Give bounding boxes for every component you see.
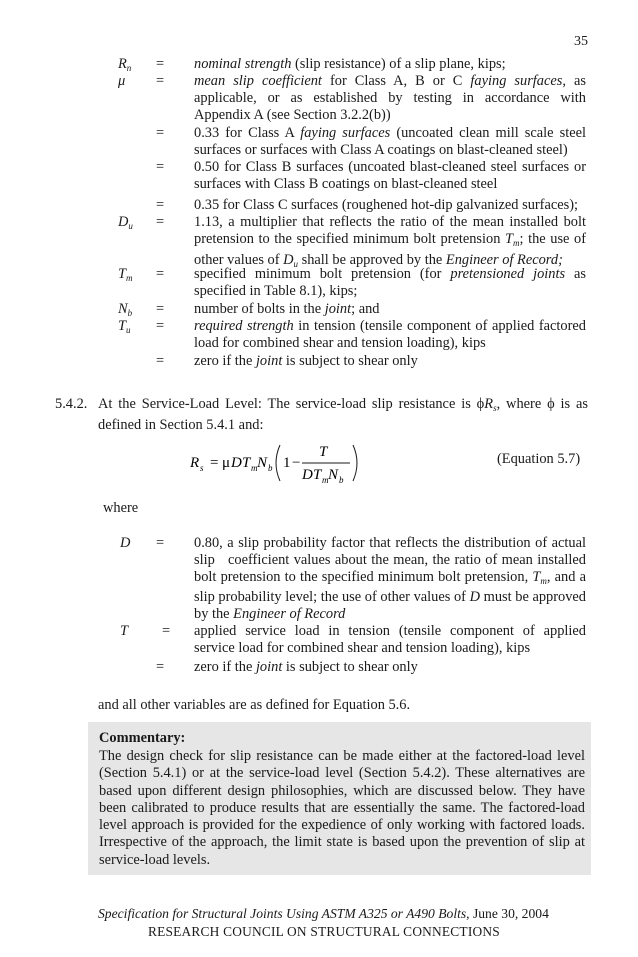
- symbol: $D_u$: [118, 214, 133, 231]
- definition-text: specified minimum bolt pretension (for pretensioned joints as specified in Table 8.1), kips;: [194, 266, 586, 299]
- equals-sign: =: [156, 125, 165, 141]
- eq-T: T: [242, 455, 251, 471]
- equation-number: (Equation 5.7): [497, 451, 581, 467]
- eq-D: D: [231, 455, 242, 471]
- symbol: D: [120, 535, 131, 551]
- eq-right-paren: [353, 445, 357, 481]
- symbol: $T_u$: [118, 318, 131, 335]
- eq-lhs: R: [190, 455, 200, 471]
- eq-T-sub: m: [251, 463, 258, 473]
- eq-mu: μ: [222, 455, 231, 471]
- eq-minus: −: [292, 455, 301, 471]
- definition-text: 0.50 for Class B surfaces (uncoated blast-cleaned steel surfaces or surfaces with Class B coatings on blast-cleaned steel: [194, 159, 586, 192]
- equals-sign: =: [156, 197, 165, 213]
- equals-sign: =: [162, 623, 171, 639]
- definition-text: 0.80, a slip probability factor that reflects the distribution of actual slip coefficient values about the mean, the ratio of mean installed bolt pretension to the specified minimum bolt pretension, $T_m$, and a slip probability level; the use of other values of D must be approved by the Engineer of Record: [194, 535, 587, 623]
- equals-sign: =: [156, 214, 165, 230]
- equals-sign: =: [156, 266, 165, 282]
- eq-den-T: T: [313, 467, 322, 483]
- symbol: $R_n$: [118, 56, 132, 73]
- footer-spec-title: Specification for Structural Joints Using ASTM A325 or A490 Bolts: [98, 906, 467, 921]
- eq-left-paren: [276, 445, 280, 481]
- where-label: where: [103, 500, 139, 516]
- footer-council: RESEARCH COUNCIL ON STRUCTURAL CONNECTIONS: [148, 924, 500, 939]
- symbol: T: [120, 623, 129, 639]
- eq-lhs-sub: s: [200, 463, 204, 473]
- definition-text: mean slip coefficient for Class A, B or C faying surfaces, as applicable, or as established by testing in accordance with Appendix A (see Section 3.2.2(b)): [194, 73, 586, 123]
- definition-text: 1.13, a multiplier that reflects the ratio of the mean installed bolt pretension to the specified minimum bolt pretension $T_m$; the use of other values of $D_u$ shall be approved by the Engineer of Record;: [194, 214, 586, 269]
- definition-text: number of bolts in the joint; and: [194, 301, 380, 317]
- eq-den-D: D: [302, 467, 313, 483]
- symbol: μ: [118, 73, 126, 89]
- equals-sign: =: [156, 318, 165, 334]
- equation-5-7: [188, 438, 388, 488]
- symbol: $N_b$: [118, 301, 133, 318]
- equals-sign: =: [156, 353, 165, 369]
- equals-sign: =: [156, 159, 165, 175]
- equals-sign: =: [156, 301, 165, 317]
- equals-sign: =: [156, 535, 165, 551]
- eq-equals: =: [210, 455, 219, 471]
- eq-den-N: N: [328, 467, 339, 483]
- eq-N-sub: b: [268, 463, 273, 473]
- definition-text: applied service load in tension (tensile component of applied service load for combined shear and tension loading), kips: [194, 623, 586, 656]
- definition-text: nominal strength (slip resistance) of a slip plane, kips;: [194, 56, 506, 72]
- closing-text: and all other variables are as defined for Equation 5.6.: [98, 697, 411, 713]
- equals-sign: =: [156, 56, 165, 72]
- definition-text: 0.35 for Class C surfaces (roughened hot-dip galvanized surfaces);: [194, 197, 579, 213]
- eq-N: N: [257, 455, 268, 471]
- footer-date: , June 30, 2004: [466, 906, 549, 921]
- equals-sign: =: [156, 659, 165, 675]
- eq-den-T-sub: m: [322, 475, 329, 485]
- definition-text: required strength in tension (tensile component of applied factored load for combined shear and tension loading), kips: [194, 318, 586, 351]
- commentary-body: The design check for slip resistance can be made either at the factored-load level (Section 5.4.1) or at the service-load level (Section 5.4.2). These alternatives are based upon different design philosophies, which are discussed below. They have been calibrated to produce results that are essentially the same. The factored-load level approach is provided for the expedience of only working with factored loads. Irrespective of the approach, the limit state is based upon the prevention of slip at service-load levels.: [99, 748, 585, 868]
- commentary-title: Commentary:: [99, 730, 186, 746]
- symbol: $T_m$: [118, 266, 133, 283]
- definition-text: 0.33 for Class A faying surfaces (uncoated clean mill scale steel surfaces or surfaces with Class A coatings on blast-cleaned steel): [194, 125, 586, 158]
- section-number: 5.4.2.: [55, 396, 88, 412]
- footer-spec: [98, 906, 549, 922]
- eq-den-N-sub: b: [339, 475, 344, 485]
- section-text: At the Service-Load Level: The service-load slip resistance is $\phi R_s$, where ϕ is as defined in Section 5.4.1 and:: [98, 396, 588, 433]
- equals-sign: =: [156, 73, 165, 89]
- definition-text: zero if the joint is subject to shear only: [194, 659, 418, 675]
- eq-one: 1: [283, 455, 291, 471]
- eq-num: T: [319, 444, 328, 460]
- definition-text: zero if the joint is subject to shear only: [194, 353, 418, 369]
- page-number: 35: [574, 34, 588, 49]
